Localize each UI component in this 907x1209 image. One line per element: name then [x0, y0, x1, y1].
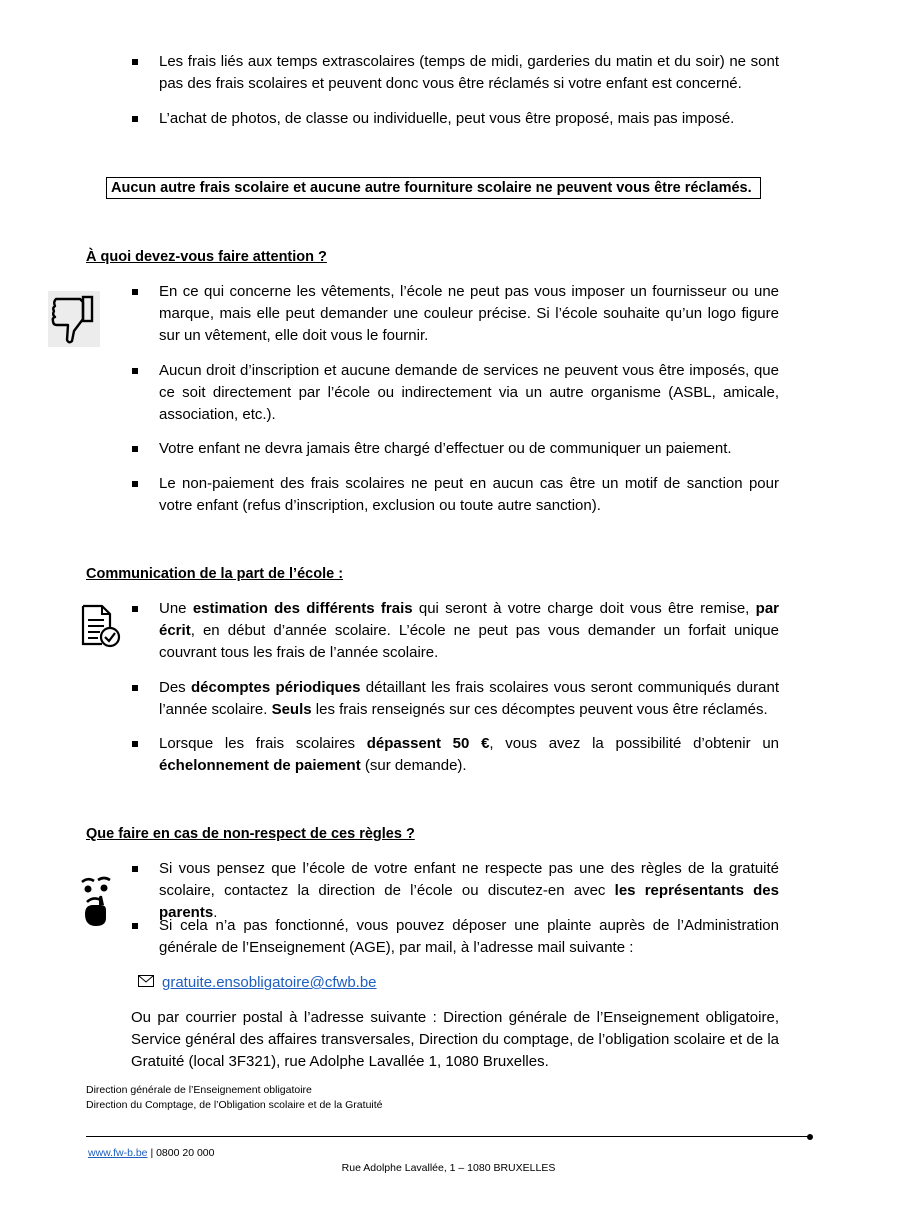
bullet-marker	[132, 59, 138, 65]
envelope-icon	[138, 972, 154, 994]
bullet-marker	[132, 741, 138, 747]
bullet-marker	[132, 606, 138, 612]
document-check-icon	[80, 604, 122, 653]
email-link[interactable]: gratuite.ensobligatoire@cfwb.be	[162, 974, 377, 991]
boxed-notice: Aucun autre frais scolaire et aucune autre fourniture scolaire ne peuvent vous être réclamés.	[106, 177, 761, 199]
bullet-marker	[132, 481, 138, 487]
bullet-marker	[132, 685, 138, 691]
phone-number: | 0800 20 000	[147, 1147, 215, 1159]
bullet-sanction: Le non-paiement des frais scolaires ne peut en aucun cas être un motif de sanction pour votre enfant (refus d’inscription, exclusion ou toute autre sanction).	[159, 475, 779, 514]
bullet-marker	[132, 289, 138, 295]
bullet-contact-direction: Si vous pensez que l’école de votre enfant ne respecte pas une des règles de la gratuité scolaire, contactez la direction de l’école ou discutez-en avec les représentants des parents.	[159, 860, 779, 921]
email-row	[138, 972, 377, 994]
bullet-plainte: Si cela n’a pas fonctionné, vous pouvez déposer une plainte auprès de l’Administration générale de l’Enseignement (AGE), par mail, à l’adresse mail suivante :	[159, 917, 779, 956]
bullet-marker	[132, 866, 138, 872]
bullet-marker	[132, 116, 138, 122]
bullet-estimation: Une estimation des différents frais qui seront à votre charge doit vous être remise, par écrit, en début d’année scolaire. L’école ne peut pas vous demander un forfait unique couvrant tous les frais de l’année scolaire.	[159, 600, 779, 661]
footer-direction-generale: Direction générale de l’Enseignement obligatoire	[86, 1084, 312, 1096]
heading-attention: À quoi devez-vous faire attention ?	[86, 249, 327, 265]
bullet-photos: L’achat de photos, de classe ou individuelle, peut vous être proposé, mais pas imposé.	[159, 110, 735, 127]
website-link[interactable]: www.fw-b.be	[88, 1147, 148, 1159]
bullet-marker	[132, 923, 138, 929]
bullet-inscription: Aucun droit d’inscription et aucune demande de services ne peuvent vous être imposés, que ce soit directement par l’école ou indirectement via un autre organisme (ASBL, amicale, association, etc.).	[159, 362, 779, 423]
thinking-face-icon	[79, 874, 117, 933]
bullet-marker	[132, 446, 138, 452]
bullet-decomptes: Des décomptes périodiques détaillant les frais scolaires vous seront communiqués durant l’année scolaire. Seuls les frais renseignés sur ces décomptes peuvent vous être réclamés.	[159, 679, 779, 718]
bullet-paiement-enfant: Votre enfant ne devra jamais être chargé d’effectuer ou de communiquer un paiement.	[159, 440, 732, 457]
thumbs-down-icon	[48, 291, 100, 352]
bullet-vetements: En ce qui concerne les vêtements, l’école ne peut pas vous imposer un fournisseur ou une marque, mais elle peut demander une couleur précise. Si l’école souhaite qu’un logo figure sur un vêtement, elle doit vous le fournir.	[159, 283, 779, 344]
bullet-echelonnement: Lorsque les frais scolaires dépassent 50 €, vous avez la possibilité d’obtenir un échelonnement de paiement (sur demande).	[159, 735, 780, 774]
bullet-extrascolaire: Les frais liés aux temps extrascolaires (temps de midi, garderies du matin et du soir) ne sont pas des frais scolaires et peuvent donc vous être réclamés si votre enfant est concerné.	[159, 53, 779, 92]
bullet-marker	[132, 368, 138, 374]
footer-direction-comptage: Direction du Comptage, de l’Obligation scolaire et de la Gratuité	[86, 1099, 383, 1111]
heading-communication: Communication de la part de l’école :	[86, 566, 344, 582]
footer-contact-line	[88, 1147, 214, 1159]
postal-address-paragraph: Ou par courrier postal à l’adresse suivante : Direction générale de l’Enseignement obligatoire, Service général des affaires transversales, Direction du comptage, de l’obligation scolaire et de la Gratuité (local 3F321), rue Adolphe Lavallée 1, 1080 Bruxelles.	[131, 1009, 779, 1070]
footer-address: Rue Adolphe Lavallée, 1 – 1080 BRUXELLES	[341, 1162, 556, 1174]
heading-non-respect: Que faire en cas de non-respect de ces règles ?	[86, 826, 415, 842]
footer-divider-dot	[807, 1134, 813, 1140]
footer-divider	[86, 1136, 808, 1137]
